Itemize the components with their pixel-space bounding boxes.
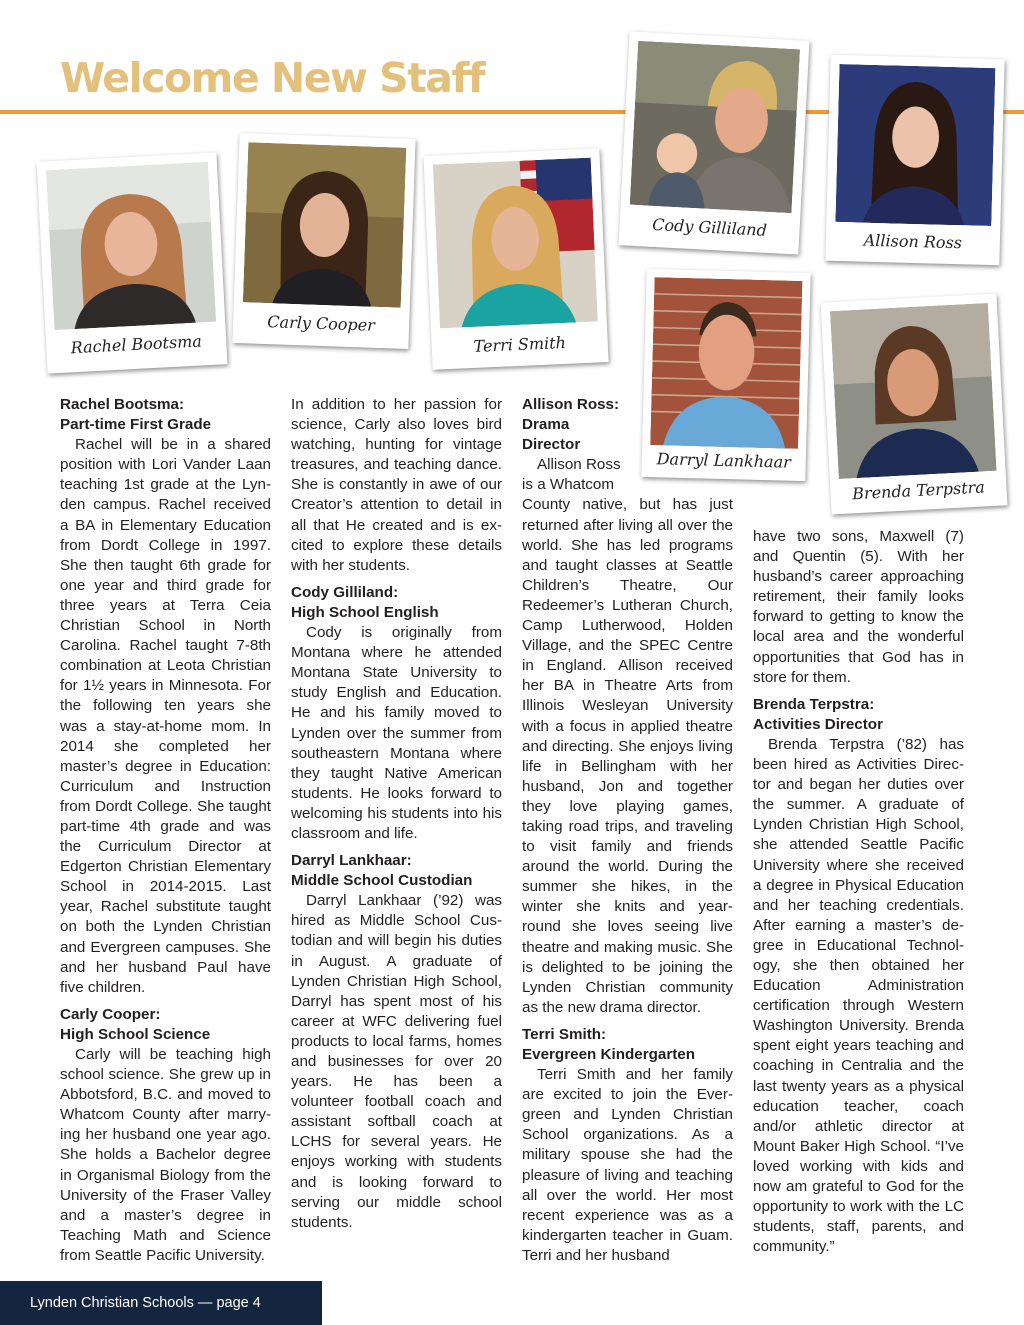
photo-allison-ross <box>825 55 1004 265</box>
column-4 <box>753 527 964 1257</box>
staff-name-brenda: Brenda Terpstra: <box>753 695 875 713</box>
staff-name-darryl: Darryl Lankhaar: <box>291 852 412 870</box>
staff-role-brenda: Activities Director <box>753 715 883 733</box>
bio-carly-continued: In addition to her passion for science, Carly also loves bird watching, hunting for vintage treasures, and teaching dance. She is constantly in awe of our Creator’s attention to detail in all that He created and is excited to explore these details with her students. <box>291 396 502 574</box>
staff-name-cody: Cody Gilliland: <box>291 583 399 601</box>
portrait-image <box>243 142 406 307</box>
footer-page-label: Lynden Christian Schools — page 4 <box>0 1281 322 1325</box>
photo-rachel-bootsma <box>37 152 228 373</box>
bio-darryl: Darryl Lankhaar (’92) was hired as Middle School Custodian and will begin his duties in August. A graduate of Lynden Christian High School, Darryl has spent most of his career at WFC delivering fuel products to local farms, homes and businesses for over 20 years. He has been a volunteer football coach and assistant softball coach at LCHS for several years. He enjoys working with students and is looking forward to serving our middle school students. <box>291 892 502 1231</box>
staff-role-allison: Drama <box>522 416 570 434</box>
photo-brenda-terpstra <box>821 294 1008 515</box>
bio-terri: Terri Smith and her family are excited to join the Evergreen and Lynden Christian School organizations. As a military spouse she had the pleasure of living and teaching all over the world. Her most recent experience was as a kindergarten teacher in Guam. Terri and her husband <box>522 1066 733 1264</box>
staff-role-terri: Evergreen Kindergarten <box>522 1046 696 1063</box>
bio-allison-line2: is a Whatcom <box>522 476 614 494</box>
staff-name-carly: Carly Cooper: <box>60 1005 161 1023</box>
bio-terri-continued: have two sons, Maxwell (7) and Quentin (5). With her husband’s career approaching retirement, their family looks forward to getting to know the local area and the wonderful opportunities that God has in store for them. <box>753 528 964 686</box>
photo-caption: Brenda Terpstra <box>851 477 986 504</box>
bio-cody: Cody is originally from Montana where he attended Montana State University to study English and Education. He and his family moved to Lynden over the summer from southeastern Montana where they taught Native American students. He looks forward to welcoming his students into his classroom and life. <box>291 624 502 842</box>
staff-name-allison: Allison Ross: <box>522 396 620 413</box>
bio-rachel: Rachel will be in a shared position with Lori Vander Laan teaching 1st grade at the Lynden campus. Rachel received a BA in Elementary Education from Dordt College in 1997. She then taught 6th grade for one year and third grade for three years at Terra Ceia Christian School in North Carolina. Rachel taught 7-8th combination at Leota Christian for 1½ years in Minnesota. For the following ten years she was a stay-at-home mom. In 2014 she completed her master’s degree in Education: Curriculum and Instruction from Dordt College. She taught part-time 4th grade and was the Curriculum Director at Edgerton Christian Elementary School in 2014-2015. Last year, Rachel substitute taught on both the Lynden Christian and Evergreen campuses. She and her husband Paul have five children. <box>60 436 271 996</box>
staff-name-terri: Terri Smith: <box>522 1025 607 1043</box>
photo-cody-gilliland <box>619 31 810 254</box>
photo-caption: Allison Ross <box>863 230 963 253</box>
portrait-image <box>46 162 216 330</box>
portrait-image <box>835 64 995 226</box>
staff-role-rachel: Part-time First Grade <box>60 416 212 434</box>
staff-role-carly: High School Science <box>60 1025 211 1043</box>
photo-caption: Rachel Bootsma <box>70 331 203 358</box>
photo-carly-cooper <box>232 133 415 349</box>
bio-allison: County native, but has just returned after living all over the world. She has led programs and taught classes at Seattle Children’s Theatre, Our Redeemer’s Lutheran Church, Camp Lutherwood, Holden Village, and the SPEC Centre in England. Allison received her BA in Theatre Arts from Illinois Wesleyan University with a focus in applied theatre and directing. She enjoys living life in Bellingham with her husband, Jon and together they love playing games, taking road trips, and traveling to visit family and friends around the world. During the summer she hikes, in the winter she knits and year-round she loves seeing live theatre and making music. She is delighted to be joining the Lynden Christian community as the new drama director. <box>522 496 733 1016</box>
bio-carly: Carly will be teaching high school science. She grew up in Abbotsford, B.C. and moved to Whatcom County after marrying her husband one year ago. She holds a Bachelor degree in Organismal Biology from the University of the Fraser Valley and a master’s degree in Teaching Math and Science from Seattle Pacific University. <box>60 1046 271 1264</box>
staff-role-cody: High School English <box>291 603 439 621</box>
portrait-image <box>630 41 800 213</box>
staff-name-rachel: Rachel Bootsma: <box>60 396 185 413</box>
column-2 <box>291 395 502 1233</box>
photo-caption: Carly Cooper <box>267 312 376 335</box>
staff-role-allison-line2: Director <box>522 436 581 454</box>
portrait-image <box>830 303 997 479</box>
bio-brenda: Brenda Terpstra (’82) has been hired as Activities Director and began her duties over the summer. A graduate of Lynden Christian High School, she attended Seattle Pacific University where she received a degree in Physical Education and her teaching credentials. After earning a master’s degree in Educational Technology, she then obtained her Education Administration certification through Western Washington University. Brenda spent eight years teaching and coaching in Centralia and the last twenty years as a physical education teacher, coach and/or athletic director at Mount Baker High School. “I’ve loved working with kids and now am grateful to God for the opportunity to work with the LC students, staff, parents, and community.” <box>753 735 964 1256</box>
column-1 <box>60 395 271 1266</box>
photo-terri-smith <box>423 148 608 369</box>
photo-caption: Darryl Lankhaar <box>656 449 792 472</box>
column-3 <box>522 395 733 1266</box>
staff-role-darryl: Middle School Custodian <box>291 872 473 890</box>
bio-allison-line1: Allison Ross <box>537 456 621 474</box>
portrait-image <box>433 158 598 329</box>
page-title: Welcome New Staff <box>60 54 485 102</box>
photo-caption: Terri Smith <box>473 332 567 356</box>
photo-caption: Cody Gilliland <box>651 214 768 240</box>
